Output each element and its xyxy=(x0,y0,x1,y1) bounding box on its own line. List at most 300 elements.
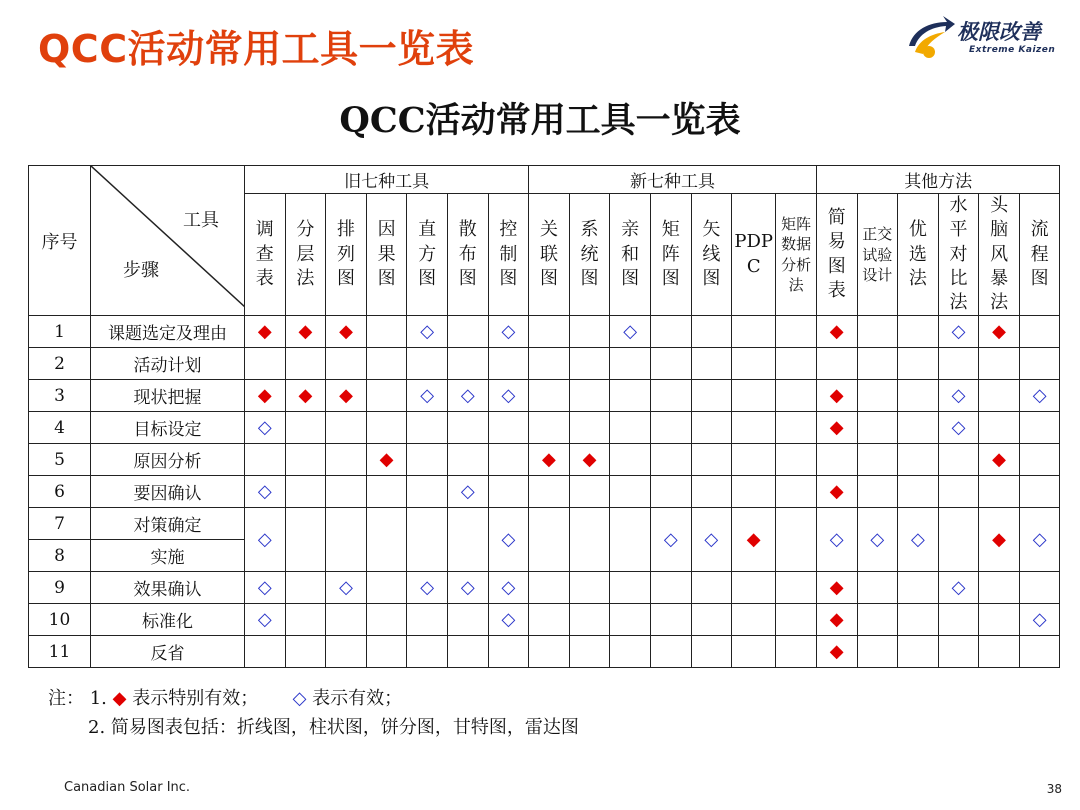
marker-cell xyxy=(245,604,286,636)
legend-notes xyxy=(48,684,579,742)
weak-marker-icon: ◇ xyxy=(501,576,516,598)
marker-cell xyxy=(938,380,979,412)
strong-marker-icon: ◆ xyxy=(379,448,394,470)
marker-cell xyxy=(245,572,286,604)
marker-cell xyxy=(857,348,898,380)
marker-cell xyxy=(732,348,776,380)
marker-cell xyxy=(447,316,488,348)
tool-name: 分层法 xyxy=(296,219,315,289)
marker-cell xyxy=(979,508,1020,572)
marker-cell xyxy=(898,476,939,508)
strong-marker-icon: ◆ xyxy=(582,448,597,470)
strong-marker-icon: ◆ xyxy=(829,320,844,342)
marker-cell xyxy=(979,476,1020,508)
logo-text: 极限改善 xyxy=(957,20,1041,44)
strong-marker-icon: ◆ xyxy=(112,688,127,709)
marker-cell xyxy=(1019,476,1060,508)
strong-marker-icon: ◆ xyxy=(339,384,353,406)
marker-cell xyxy=(1019,412,1060,444)
marker-cell xyxy=(816,572,857,604)
marker-cell xyxy=(529,444,570,476)
marker-cell xyxy=(569,572,610,604)
strong-marker-icon: ◆ xyxy=(829,608,844,630)
tool-header xyxy=(979,194,1020,316)
marker-cell xyxy=(285,572,326,604)
marker-cell xyxy=(979,636,1020,668)
marker-cell xyxy=(488,316,529,348)
tool-header xyxy=(898,194,939,316)
step-number: 1 xyxy=(29,316,91,348)
marker-cell xyxy=(569,604,610,636)
marker-cell xyxy=(326,316,367,348)
tool-name: 正交试验设计 xyxy=(862,225,893,284)
tool-name: 流程图 xyxy=(1030,219,1049,289)
weak-marker-icon: ◇ xyxy=(623,320,638,342)
marker-cell xyxy=(816,604,857,636)
step-name: 标准化 xyxy=(91,604,245,636)
marker-cell xyxy=(938,412,979,444)
marker-cell xyxy=(366,508,407,572)
marker-cell xyxy=(529,572,570,604)
marker-cell xyxy=(326,380,367,412)
marker-cell xyxy=(816,412,857,444)
tool-header xyxy=(857,194,898,316)
tool-name: 亲和图 xyxy=(621,219,640,289)
marker-cell xyxy=(326,604,367,636)
marker-cell xyxy=(407,604,448,636)
group-header: 新七种工具 xyxy=(529,166,817,194)
strong-marker-icon: ◆ xyxy=(992,448,1006,470)
table-row xyxy=(29,444,1060,476)
marker-cell xyxy=(691,380,732,412)
marker-cell xyxy=(857,412,898,444)
tools-table xyxy=(28,165,1060,668)
marker-cell xyxy=(732,508,776,572)
step-number: 8 xyxy=(29,540,91,572)
marker-cell xyxy=(1019,316,1060,348)
tool-name: 矩阵图 xyxy=(661,219,680,289)
tool-header xyxy=(407,194,448,316)
marker-cell xyxy=(979,316,1020,348)
tool-name: 控制图 xyxy=(499,219,518,289)
step-name: 课题选定及理由 xyxy=(91,316,245,348)
marker-cell xyxy=(898,412,939,444)
weak-marker-icon: ◇ xyxy=(951,416,966,438)
marker-cell xyxy=(529,316,570,348)
weak-marker-icon: ◇ xyxy=(1032,528,1047,550)
marker-cell xyxy=(488,636,529,668)
marker-cell xyxy=(529,380,570,412)
tool-name: 优选法 xyxy=(908,219,927,289)
weak-marker-icon: ◇ xyxy=(501,608,516,630)
marker-cell xyxy=(650,380,691,412)
table-row xyxy=(29,508,1060,540)
marker-cell xyxy=(691,476,732,508)
table-row xyxy=(29,316,1060,348)
marker-cell xyxy=(776,412,817,444)
marker-cell xyxy=(529,412,570,444)
step-number: 3 xyxy=(29,380,91,412)
marker-cell xyxy=(366,636,407,668)
tool-name: 关联图 xyxy=(539,219,558,289)
marker-cell xyxy=(732,412,776,444)
marker-cell xyxy=(898,348,939,380)
marker-cell xyxy=(650,316,691,348)
strong-marker-icon: ◆ xyxy=(992,320,1006,342)
marker-cell xyxy=(326,572,367,604)
marker-cell xyxy=(650,412,691,444)
logo-swoosh-icon xyxy=(905,12,957,62)
marker-cell xyxy=(938,636,979,668)
weak-marker-icon: ◇ xyxy=(951,320,966,342)
marker-cell xyxy=(776,604,817,636)
marker-cell xyxy=(569,444,610,476)
weak-legend-text: 表示有效； xyxy=(312,688,403,709)
marker-cell xyxy=(938,604,979,636)
tool-header xyxy=(776,194,817,316)
marker-cell xyxy=(447,444,488,476)
footer-company: Canadian Solar Inc. xyxy=(64,780,191,795)
marker-cell xyxy=(691,348,732,380)
marker-cell xyxy=(816,316,857,348)
tool-header xyxy=(1019,194,1060,316)
marker-cell xyxy=(326,636,367,668)
weak-marker-icon: ◇ xyxy=(1032,384,1047,406)
weak-marker-icon: ◇ xyxy=(501,528,516,550)
step-name: 原因分析 xyxy=(91,444,245,476)
step-number: 11 xyxy=(29,636,91,668)
marker-cell xyxy=(776,476,817,508)
marker-cell xyxy=(569,412,610,444)
marker-cell xyxy=(245,412,286,444)
diagonal-line xyxy=(91,166,245,307)
marker-cell xyxy=(569,316,610,348)
weak-marker-icon: ◇ xyxy=(420,384,435,406)
marker-cell xyxy=(285,412,326,444)
weak-marker-icon: ◇ xyxy=(339,576,353,598)
marker-cell xyxy=(979,572,1020,604)
marker-cell xyxy=(650,572,691,604)
step-name: 活动计划 xyxy=(91,348,245,380)
marker-cell xyxy=(326,508,367,572)
step-number: 2 xyxy=(29,348,91,380)
weak-marker-icon: ◇ xyxy=(257,608,272,630)
tool-header xyxy=(938,194,979,316)
marker-cell xyxy=(326,412,367,444)
group-header: 旧七种工具 xyxy=(245,166,529,194)
marker-cell xyxy=(857,476,898,508)
marker-cell xyxy=(569,380,610,412)
table-row xyxy=(29,380,1060,412)
step-number: 10 xyxy=(29,604,91,636)
marker-cell xyxy=(285,348,326,380)
marker-cell xyxy=(285,604,326,636)
marker-cell xyxy=(776,572,817,604)
marker-cell xyxy=(816,380,857,412)
marker-cell xyxy=(245,316,286,348)
marker-cell xyxy=(1019,380,1060,412)
marker-cell xyxy=(816,444,857,476)
marker-cell xyxy=(732,380,776,412)
marker-cell xyxy=(691,604,732,636)
marker-cell xyxy=(857,636,898,668)
marker-cell xyxy=(610,572,651,604)
strong-marker-icon: ◆ xyxy=(257,384,272,406)
marker-cell xyxy=(691,508,732,572)
marker-cell xyxy=(979,348,1020,380)
marker-cell xyxy=(610,636,651,668)
tool-header xyxy=(245,194,286,316)
marker-cell xyxy=(610,444,651,476)
strong-marker-icon: ◆ xyxy=(542,448,556,470)
step-name: 反省 xyxy=(91,636,245,668)
marker-cell xyxy=(366,412,407,444)
marker-cell xyxy=(245,444,286,476)
marker-cell xyxy=(857,444,898,476)
marker-cell xyxy=(366,380,407,412)
marker-cell xyxy=(857,604,898,636)
table-row xyxy=(29,572,1060,604)
strong-marker-icon: ◆ xyxy=(298,320,313,342)
marker-cell xyxy=(1019,348,1060,380)
note-prefix: 注： xyxy=(48,688,84,709)
table-row xyxy=(29,604,1060,636)
marker-cell xyxy=(732,476,776,508)
tool-header xyxy=(732,194,776,316)
tool-header xyxy=(650,194,691,316)
tool-name: 调查表 xyxy=(255,219,274,289)
marker-cell xyxy=(650,604,691,636)
marker-cell xyxy=(407,508,448,572)
marker-cell xyxy=(326,476,367,508)
table-row xyxy=(29,476,1060,508)
marker-cell xyxy=(898,508,939,572)
diag-tool-label: 工具 xyxy=(183,210,219,231)
marker-cell xyxy=(776,508,817,572)
marker-cell xyxy=(816,508,857,572)
marker-cell xyxy=(488,604,529,636)
marker-cell xyxy=(1019,604,1060,636)
weak-marker-icon: ◇ xyxy=(420,576,435,598)
marker-cell xyxy=(407,412,448,444)
weak-marker-icon: ◇ xyxy=(257,528,272,550)
marker-cell xyxy=(366,316,407,348)
marker-cell xyxy=(938,508,979,572)
marker-cell xyxy=(898,604,939,636)
marker-cell xyxy=(979,412,1020,444)
tool-header xyxy=(529,194,570,316)
table-row xyxy=(29,348,1060,380)
weak-marker-icon: ◇ xyxy=(704,528,719,550)
strong-marker-icon: ◆ xyxy=(829,480,844,502)
weak-marker-icon: ◇ xyxy=(951,384,966,406)
marker-cell xyxy=(732,636,776,668)
marker-cell xyxy=(285,636,326,668)
marker-cell xyxy=(776,380,817,412)
marker-cell xyxy=(776,444,817,476)
tool-header xyxy=(285,194,326,316)
marker-cell xyxy=(898,636,939,668)
tool-name: 排列图 xyxy=(336,219,355,289)
strong-marker-icon: ◆ xyxy=(829,384,844,406)
diag-step-label: 步骤 xyxy=(123,260,159,281)
weak-marker-icon: ◇ xyxy=(257,416,272,438)
legend-line-1 xyxy=(48,684,579,713)
strong-marker-icon: ◆ xyxy=(829,640,844,662)
marker-cell xyxy=(691,316,732,348)
marker-cell xyxy=(529,476,570,508)
marker-cell xyxy=(569,636,610,668)
marker-cell xyxy=(776,316,817,348)
marker-cell xyxy=(857,572,898,604)
marker-cell xyxy=(610,316,651,348)
tool-name: 水平对比法 xyxy=(949,195,968,314)
marker-cell xyxy=(857,316,898,348)
tool-name: 散布图 xyxy=(458,219,477,289)
step-name: 效果确认 xyxy=(91,572,245,604)
tool-header xyxy=(569,194,610,316)
marker-cell xyxy=(1019,572,1060,604)
marker-cell xyxy=(979,444,1020,476)
marker-cell xyxy=(610,348,651,380)
marker-cell xyxy=(816,636,857,668)
marker-cell xyxy=(245,380,286,412)
step-name: 现状把握 xyxy=(91,380,245,412)
tool-name: PDPC xyxy=(734,231,774,277)
marker-cell xyxy=(938,348,979,380)
marker-cell xyxy=(650,476,691,508)
marker-cell xyxy=(610,476,651,508)
tool-name: 直方图 xyxy=(418,219,437,289)
table-row xyxy=(29,412,1060,444)
marker-cell xyxy=(1019,636,1060,668)
marker-cell xyxy=(938,572,979,604)
weak-marker-icon: ◇ xyxy=(663,528,678,550)
marker-cell xyxy=(1019,508,1060,572)
marker-cell xyxy=(816,348,857,380)
marker-cell xyxy=(938,444,979,476)
group-header: 其他方法 xyxy=(816,166,1060,194)
marker-cell xyxy=(650,348,691,380)
table-row xyxy=(29,636,1060,668)
weak-marker-icon: ◇ xyxy=(951,576,966,598)
marker-cell xyxy=(610,412,651,444)
marker-cell xyxy=(569,348,610,380)
marker-cell xyxy=(979,380,1020,412)
strong-marker-icon: ◆ xyxy=(298,384,313,406)
weak-marker-icon: ◇ xyxy=(460,384,475,406)
marker-cell xyxy=(816,476,857,508)
marker-cell xyxy=(245,508,286,572)
marker-cell xyxy=(285,476,326,508)
marker-cell xyxy=(938,476,979,508)
marker-cell xyxy=(245,636,286,668)
note-number: 1. xyxy=(89,688,107,709)
strong-marker-icon: ◆ xyxy=(829,416,844,438)
marker-cell xyxy=(979,604,1020,636)
marker-cell xyxy=(407,572,448,604)
marker-cell xyxy=(366,572,407,604)
legend-line-2: 2. 简易图表包括：折线图，柱状图，饼分图，甘特图，雷达图 xyxy=(88,717,579,738)
step-number: 4 xyxy=(29,412,91,444)
marker-cell xyxy=(569,476,610,508)
marker-cell xyxy=(732,316,776,348)
serial-header: 序号 xyxy=(29,166,91,316)
marker-cell xyxy=(447,412,488,444)
marker-cell xyxy=(732,572,776,604)
marker-cell xyxy=(245,476,286,508)
marker-cell xyxy=(488,476,529,508)
marker-cell xyxy=(898,572,939,604)
table-title: QCC活动常用工具一览表 xyxy=(339,100,741,141)
marker-cell xyxy=(650,636,691,668)
marker-cell xyxy=(366,444,407,476)
tool-name: 头脑风暴法 xyxy=(990,195,1009,314)
step-name: 目标设定 xyxy=(91,412,245,444)
step-name: 要因确认 xyxy=(91,476,245,508)
marker-cell xyxy=(529,348,570,380)
marker-cell xyxy=(529,508,570,572)
marker-cell xyxy=(285,380,326,412)
marker-cell xyxy=(245,348,286,380)
marker-cell xyxy=(407,316,448,348)
marker-cell xyxy=(610,508,651,572)
tool-header xyxy=(610,194,651,316)
marker-cell xyxy=(691,572,732,604)
slide-title: QCC活动常用工具一览表 xyxy=(38,27,475,71)
marker-cell xyxy=(447,604,488,636)
strong-marker-icon: ◆ xyxy=(257,320,272,342)
strong-marker-icon: ◆ xyxy=(746,528,761,550)
marker-cell xyxy=(285,444,326,476)
marker-cell xyxy=(407,636,448,668)
step-number: 9 xyxy=(29,572,91,604)
marker-cell xyxy=(732,444,776,476)
marker-cell xyxy=(857,508,898,572)
marker-cell xyxy=(569,508,610,572)
tool-name: 简易图表 xyxy=(827,207,846,302)
tool-header xyxy=(366,194,407,316)
marker-cell xyxy=(326,348,367,380)
marker-cell xyxy=(1019,444,1060,476)
marker-cell xyxy=(488,412,529,444)
step-name: 实施 xyxy=(91,540,245,572)
weak-marker-icon: ◇ xyxy=(501,384,516,406)
brand-logo xyxy=(905,12,1065,62)
tool-name: 矩阵数据分析法 xyxy=(781,215,812,294)
step-number: 5 xyxy=(29,444,91,476)
marker-cell xyxy=(732,604,776,636)
marker-cell xyxy=(691,444,732,476)
marker-cell xyxy=(610,604,651,636)
strong-marker-icon: ◆ xyxy=(992,528,1006,550)
marker-cell xyxy=(691,636,732,668)
tool-header xyxy=(488,194,529,316)
marker-cell xyxy=(898,380,939,412)
marker-cell xyxy=(366,604,407,636)
marker-cell xyxy=(488,444,529,476)
tool-name: 矢线图 xyxy=(702,219,721,289)
marker-cell xyxy=(776,636,817,668)
weak-marker-icon: ◇ xyxy=(420,320,435,342)
marker-cell xyxy=(285,316,326,348)
step-number: 7 xyxy=(29,508,91,540)
marker-cell xyxy=(488,380,529,412)
tool-name: 系统图 xyxy=(580,219,599,289)
marker-cell xyxy=(285,508,326,572)
marker-cell xyxy=(776,348,817,380)
marker-cell xyxy=(650,508,691,572)
